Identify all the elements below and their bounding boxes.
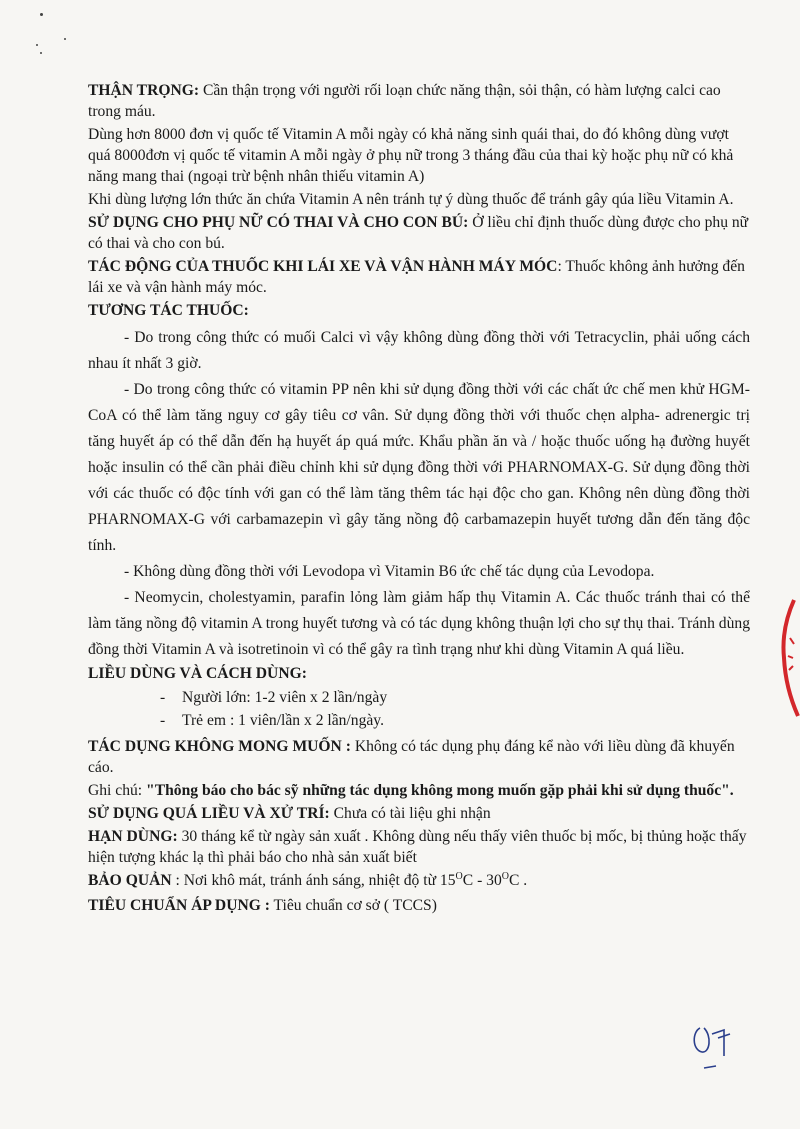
section-text: 30 tháng kể từ ngày sản xuất . Không dùng nếu thấy viên thuốc bị mốc, bị thủng hoặc thấy hiện tượng khác lạ thì phải báo cho nhà sản xuất biết: [88, 828, 747, 866]
paragraph: Dùng hơn 8000 đơn vị quốc tế Vitamin A mỗi ngày có khả năng sinh quái thai, do đó không dùng vượt quá 8000đơn vị quốc tế vitamin A mỗi ngày ở phụ nữ trong 3 tháng đầu của thai kỳ hoặc phụ nữ có khả năng mang thai (ngoại trừ bệnh nhân thiếu vitamin A): [88, 126, 734, 185]
section-heading-lieu-dung: LIỀU DÙNG VÀ CÁCH DÙNG:: [88, 665, 307, 682]
section-heading: BẢO QUẢN: [88, 872, 172, 889]
section-text: Tiêu chuẩn cơ sở ( TCCS): [269, 897, 437, 914]
interaction-item: - Neomycin, cholestyamin, parafin lỏng làm giảm hấp thụ Vitamin A. Các thuốc tránh thai có thể làm tăng nồng độ vitamin A trong huyết tương và có tác dụng không thuận lợi cho sự thụ thai. Tránh dùng đồng thời Vitamin A và isotretinoin vì có thể gây ra tình trạng như khi dùng Vitamin A quá liều.: [88, 589, 750, 658]
interaction-item: - Do trong công thức có vitamin PP nên khi sử dụng đồng thời với các chất ức chế men khử HGM-CoA có thể làm tăng nguy cơ gây tiêu cơ vân. Sử dụng đồng thời với thuốc chẹn alpha- adrenergic trị tăng huyết áp có thể dẫn đến hạ huyết áp quá mức. Khẩu phần ăn và / hoặc thuốc uống hạ đường huyết hoặc insulin có thể cần phải điều chỉnh khi sử dụng đồng thời với PHARNOMAX-G. Sử dụng đồng thời với các thuốc có độc tính với gan có thể làm tăng thêm tác hại độc cho gan. Không nên dùng đồng thời PHARNOMAX-G với carbamazepin vì gây tăng nồng độ carbamazepin huyết tương dẫn đến tăng độc tính.: [88, 381, 750, 554]
section-tac-dung-khong-mong-muon: [88, 736, 750, 778]
section-lai-xe: [88, 256, 750, 298]
degree-superscript: O: [501, 871, 509, 882]
section-text: Ở liều chỉ định thuốc dùng được cho phụ nữ có thai và cho con bú.: [88, 214, 749, 252]
section-than-trong: [88, 80, 750, 122]
interaction-item: - Không dùng đồng thời với Levodopa vì Vitamin B6 ức chế tác dụng của Levodopa.: [124, 563, 655, 580]
section-han-dung: [88, 826, 750, 868]
section-phu-nu-co-thai: [88, 212, 750, 254]
section-text: C .: [508, 872, 528, 889]
section-text: : Nơi khô mát, tránh ánh sáng, nhiệt độ từ 15: [171, 872, 456, 889]
dosage-text: Trẻ em : 1 viên/lần x 2 lần/ngày.: [182, 712, 384, 729]
dash-marker: -: [160, 712, 166, 729]
section-text: : Thuốc không ảnh hưởng đến lái xe và vận hành máy móc.: [88, 258, 745, 296]
section-heading: SỬ DỤNG CHO PHỤ NỮ CÓ THAI VÀ CHO CON BÚ:: [88, 214, 469, 231]
section-bao-quan: [88, 870, 750, 893]
section-heading: TÁC DỤNG KHÔNG MONG MUỐN :: [88, 738, 351, 755]
section-text: Cần thận trọng với người rối loạn chức năng thận, sỏi thận, có hàm lượng calci cao trong máu.: [88, 82, 721, 120]
section-heading: THẬN TRỌNG:: [88, 82, 200, 99]
degree-superscript: O: [455, 871, 463, 882]
section-heading: TÁC ĐỘNG CỦA THUỐC KHI LÁI XE VÀ VẬN HÀNH MÁY MÓC: [88, 258, 558, 275]
paragraph: Khi dùng lượng lớn thức ăn chứa Vitamin A nên tránh tự ý dùng thuốc để tránh gây qúa liều Vitamin A.: [88, 191, 734, 208]
section-text: C - 30: [462, 872, 502, 889]
document-body: [88, 80, 750, 918]
scan-speck: [64, 38, 66, 40]
scan-speck: [40, 13, 43, 16]
dosage-item: [88, 686, 750, 709]
section-text: Không có tác dụng phụ đáng kể nào với liều dùng đã khuyến cáo.: [88, 738, 735, 776]
section-text: Chưa có tài liệu ghi nhận: [329, 805, 491, 822]
section-ghi-chu: [88, 780, 750, 801]
scan-speck: [40, 52, 42, 54]
interaction-item: - Do trong công thức có muối Calci vì vậy không dùng đồng thời với Tetracyclin, phải uống cách nhau ít nhất 3 giờ.: [88, 329, 750, 372]
dosage-item: [88, 709, 750, 732]
section-tieu-chuan: [88, 895, 750, 916]
section-heading: HẠN DÙNG:: [88, 828, 178, 845]
handwritten-initials: [690, 1016, 740, 1076]
section-heading: TIÊU CHUẨN ÁP DỤNG :: [88, 897, 270, 914]
scan-speck: [36, 44, 38, 46]
section-heading-tuong-tac: TƯƠNG TÁC THUỐC:: [88, 302, 249, 319]
section-qua-lieu: [88, 803, 750, 824]
note-label: Ghi chú:: [88, 782, 147, 799]
dash-marker: -: [160, 689, 166, 706]
red-stamp-edge: [772, 598, 800, 718]
dosage-text: Người lớn: 1-2 viên x 2 lần/ngày: [182, 689, 388, 706]
section-heading: SỬ DỤNG QUÁ LIỀU VÀ XỬ TRÍ:: [88, 805, 330, 822]
note-text: "Thông báo cho bác sỹ những tác dụng không mong muốn gặp phải khi sử dụng thuốc".: [146, 782, 734, 799]
